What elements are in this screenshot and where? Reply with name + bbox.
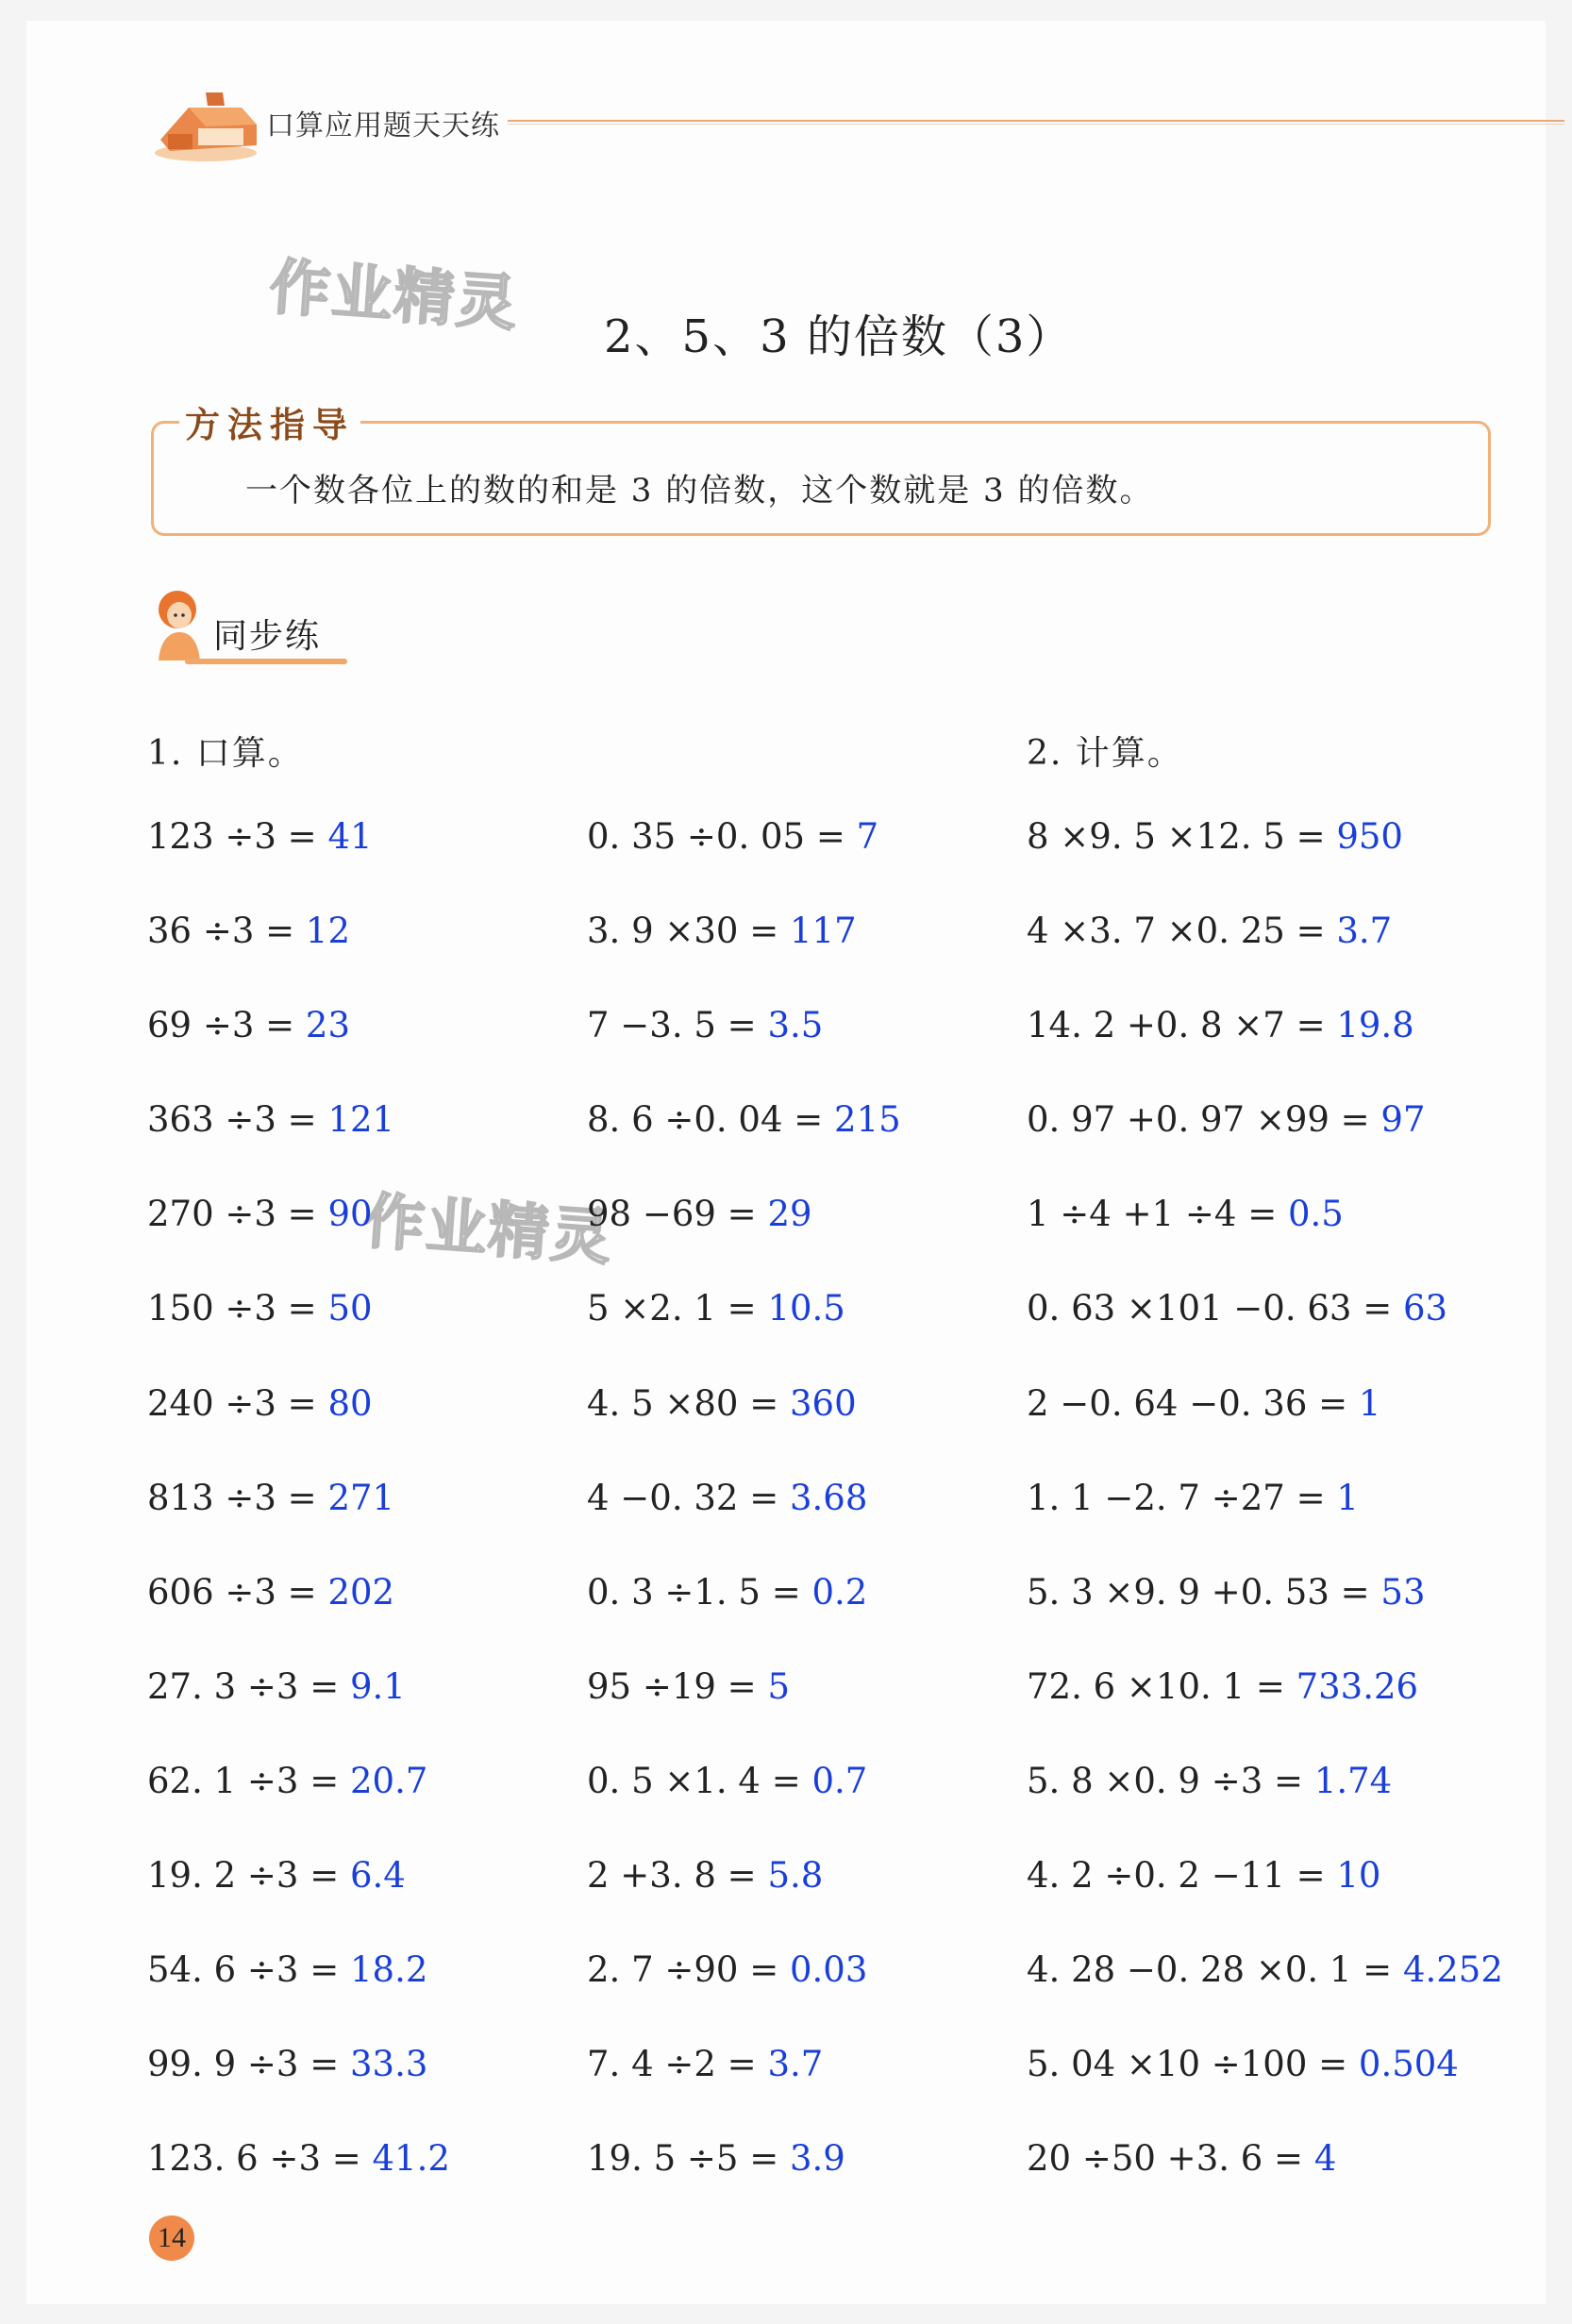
- problem-expression: 0. 63 ×101 −0. 63 =: [1027, 1288, 1403, 1329]
- problem-expression: 3. 9 ×30 =: [587, 911, 790, 952]
- problem-row: [587, 1002, 901, 1096]
- problem-expression: 36 ÷3 =: [147, 911, 306, 952]
- problem-row: [587, 813, 901, 908]
- problem-answer: 10.5: [767, 1288, 845, 1329]
- problem-row: [1027, 1947, 1503, 2041]
- problem-answer: 10: [1336, 1855, 1381, 1897]
- problem-row: [1027, 813, 1503, 908]
- problem-answer: 90: [327, 1194, 373, 1235]
- problem-row: [147, 1285, 450, 1379]
- problem-expression: 4. 2 ÷0. 2 −11 =: [1027, 1855, 1337, 1897]
- problem-expression: 0. 97 +0. 97 ×99 =: [1027, 1099, 1381, 1141]
- problem-row: [147, 1758, 450, 1852]
- problem-row: [1027, 1852, 1503, 1947]
- problem-answer: 0.2: [811, 1571, 868, 1613]
- problem-row: [1027, 1002, 1503, 1096]
- problem-answer: 117: [789, 911, 857, 952]
- problem-expression: 69 ÷3 =: [147, 1005, 306, 1046]
- problem-expression: 5. 3 ×9. 9 +0. 53 =: [1027, 1571, 1381, 1613]
- problem-answer: 23: [305, 1005, 351, 1046]
- problem-row: [1027, 2041, 1503, 2135]
- problem-row: [147, 1664, 450, 1758]
- problem-row: [1027, 2135, 1503, 2230]
- book-logo-icon: [151, 83, 262, 164]
- problem-expression: 2 +3. 8 =: [587, 1855, 768, 1897]
- problem-expression: 123. 6 ÷3 =: [147, 2138, 373, 2180]
- problem-expression: 0. 3 ÷1. 5 =: [587, 1571, 812, 1613]
- problem-answer: 1: [1336, 1477, 1359, 1518]
- problem-expression: 363 ÷3 =: [147, 1099, 328, 1141]
- problem-row: [1027, 1285, 1503, 1379]
- method-text: 一个数各位上的数的和是 3 的倍数，这个数就是 3 的倍数。: [245, 472, 1154, 510]
- problem-expression: 7 −3. 5 =: [587, 1005, 768, 1046]
- problem-answer: 12: [305, 911, 351, 952]
- problem-expression: 14. 2 +0. 8 ×7 =: [1027, 1005, 1337, 1046]
- problem-answer: 1.74: [1313, 1760, 1393, 1801]
- problem-row: [147, 908, 450, 1002]
- problem-expression: 4. 5 ×80 =: [587, 1382, 790, 1424]
- problem-row: [147, 1002, 450, 1096]
- problem-answer: 29: [767, 1194, 812, 1235]
- problem-expression: 606 ÷3 =: [147, 1571, 328, 1613]
- problem-row: [1027, 1664, 1503, 1758]
- problem-row: [1027, 1569, 1503, 1664]
- problem-row: [147, 1380, 450, 1475]
- problem-expression: 5 ×2. 1 =: [587, 1288, 768, 1329]
- problem-answer: 202: [327, 1571, 395, 1613]
- problem-expression: 1. 1 −2. 7 ÷27 =: [1027, 1477, 1337, 1518]
- problem-answer: 6.4: [349, 1855, 406, 1897]
- problem-answer: 3.9: [789, 2138, 845, 2180]
- problem-row: [587, 1664, 901, 1758]
- problem-answer: 7: [856, 816, 879, 857]
- problem-expression: 270 ÷3 =: [147, 1194, 328, 1235]
- problem-answer: 0.03: [789, 1949, 868, 1991]
- problem-answer: 215: [834, 1099, 901, 1141]
- section-underline: [185, 659, 347, 664]
- problem-row: [147, 1475, 450, 1569]
- lesson-title: 2、5、3 的倍数（3）: [604, 310, 1074, 363]
- problem-row: [587, 908, 901, 1002]
- problem-expression: 0. 5 ×1. 4 =: [587, 1760, 812, 1801]
- problem-expression: 2 −0. 64 −0. 36 =: [1027, 1382, 1359, 1424]
- problem-row: [1027, 1380, 1503, 1475]
- problem-expression: 123 ÷3 =: [147, 816, 328, 857]
- problem-answer: 121: [327, 1099, 395, 1141]
- problem-expression: 0. 35 ÷0. 05 =: [587, 816, 857, 857]
- problem-expression: 5. 04 ×10 ÷100 =: [1027, 2044, 1359, 2085]
- problem-answer: 53: [1380, 1571, 1426, 1613]
- problem-answer: 733.26: [1296, 1665, 1419, 1707]
- problem-answer: 0.504: [1358, 2044, 1459, 2085]
- problem-expression: 95 ÷19 =: [587, 1665, 768, 1707]
- problem-row: [147, 1569, 450, 1664]
- problem-expression: 8. 6 ÷0. 04 =: [587, 1099, 835, 1141]
- header-divider-thin: [508, 124, 1564, 125]
- watermark: 作业精灵: [267, 252, 521, 341]
- problem-answer: 41.2: [372, 2138, 450, 2180]
- problem-answer: 33.3: [349, 2044, 428, 2085]
- problem-row: [587, 1852, 901, 1947]
- problem-answer: 5: [767, 1665, 790, 1707]
- problem-expression: 19. 2 ÷3 =: [147, 1855, 350, 1897]
- problem-answer: 3.5: [767, 1005, 824, 1046]
- problem-answer: 360: [789, 1382, 857, 1424]
- problem-row: [587, 1191, 901, 1285]
- problem-expression: 1 ÷4 +1 ÷4 =: [1027, 1194, 1288, 1235]
- problem-answer: 4.252: [1402, 1949, 1503, 1991]
- problem-answer: 18.2: [349, 1949, 428, 1991]
- problem-answer: 9.1: [349, 1665, 406, 1707]
- problem-expression: 7. 4 ÷2 =: [587, 2044, 768, 2085]
- problem-answer: 950: [1336, 816, 1403, 857]
- problem-expression: 150 ÷3 =: [147, 1288, 328, 1329]
- problem-row: [147, 813, 450, 908]
- method-label: 方法指导: [179, 396, 360, 447]
- problem-row: [587, 1569, 901, 1664]
- problem-row: [1027, 1096, 1503, 1191]
- problem-row: [587, 1758, 901, 1852]
- problem-row: [587, 1285, 901, 1379]
- problem-row: [587, 1475, 901, 1569]
- header-title: 口算应用题天天练: [266, 109, 500, 142]
- problem-answer: 3.7: [767, 2044, 824, 2085]
- problem-answer: 1: [1358, 1382, 1381, 1424]
- oral-calc-column-1: [147, 813, 450, 2230]
- problem-expression: 62. 1 ÷3 =: [147, 1760, 350, 1801]
- problem-expression: 19. 5 ÷5 =: [587, 2138, 790, 2180]
- problem-answer: 4: [1313, 2138, 1337, 2180]
- problem-expression: 4 −0. 32 =: [587, 1477, 790, 1518]
- problem-row: [587, 2041, 901, 2135]
- problem-expression: 99. 9 ÷3 =: [147, 2044, 350, 2085]
- problem-expression: 54. 6 ÷3 =: [147, 1949, 350, 1991]
- problem-expression: 240 ÷3 =: [147, 1382, 328, 1424]
- problem-row: [587, 2135, 901, 2230]
- problem-row: [147, 1096, 450, 1191]
- problem-expression: 813 ÷3 =: [147, 1477, 328, 1518]
- problem-answer: 0.5: [1287, 1194, 1344, 1235]
- problem-expression: 4 ×3. 7 ×0. 25 =: [1027, 911, 1337, 952]
- problem-answer: 19.8: [1336, 1005, 1414, 1046]
- problem-expression: 20 ÷50 +3. 6 =: [1027, 2138, 1314, 2180]
- problem-row: [587, 1947, 901, 2041]
- problem-row: [587, 1096, 901, 1191]
- problem-row: [147, 2041, 450, 2135]
- problem-answer: 271: [327, 1477, 395, 1518]
- problem-answer: 3.68: [789, 1477, 868, 1518]
- problem-answer: 20.7: [349, 1760, 428, 1801]
- question-2-title: 2. 计算。: [1027, 734, 1183, 773]
- header-divider: [508, 120, 1564, 122]
- problem-row: [587, 1380, 901, 1475]
- problem-answer: 80: [327, 1382, 373, 1424]
- problem-expression: 4. 28 −0. 28 ×0. 1 =: [1027, 1949, 1403, 1991]
- problem-row: [1027, 1475, 1503, 1569]
- problem-answer: 41: [327, 816, 373, 857]
- problem-expression: 5. 8 ×0. 9 ÷3 =: [1027, 1760, 1314, 1801]
- problem-row: [147, 1191, 450, 1285]
- problem-expression: 2. 7 ÷90 =: [587, 1949, 790, 1991]
- problem-answer: 63: [1402, 1288, 1448, 1329]
- problem-answer: 3.7: [1336, 911, 1393, 952]
- problem-row: [147, 2135, 450, 2230]
- problem-expression: 8 ×9. 5 ×12. 5 =: [1027, 816, 1337, 857]
- problem-expression: 98 −69 =: [587, 1194, 768, 1235]
- watermark: 作业精灵: [361, 1186, 615, 1275]
- problem-row: [147, 1947, 450, 2041]
- problem-answer: 50: [327, 1288, 373, 1329]
- student-avatar-icon: [151, 587, 204, 662]
- question-1-title: 1. 口算。: [147, 734, 304, 773]
- section-label: 同步练: [213, 617, 322, 656]
- page-number: 14: [149, 2215, 194, 2261]
- problem-answer: 0.7: [811, 1760, 868, 1801]
- problem-row: [147, 1852, 450, 1947]
- calculation-column: [1027, 813, 1503, 2230]
- problem-row: [1027, 1758, 1503, 1852]
- problem-row: [1027, 1191, 1503, 1285]
- problem-expression: 72. 6 ×10. 1 =: [1027, 1665, 1296, 1707]
- problem-answer: 5.8: [767, 1855, 824, 1897]
- problem-row: [1027, 908, 1503, 1002]
- problem-answer: 97: [1380, 1099, 1426, 1141]
- problem-expression: 27. 3 ÷3 =: [147, 1665, 350, 1707]
- oral-calc-column-2: [587, 813, 901, 2230]
